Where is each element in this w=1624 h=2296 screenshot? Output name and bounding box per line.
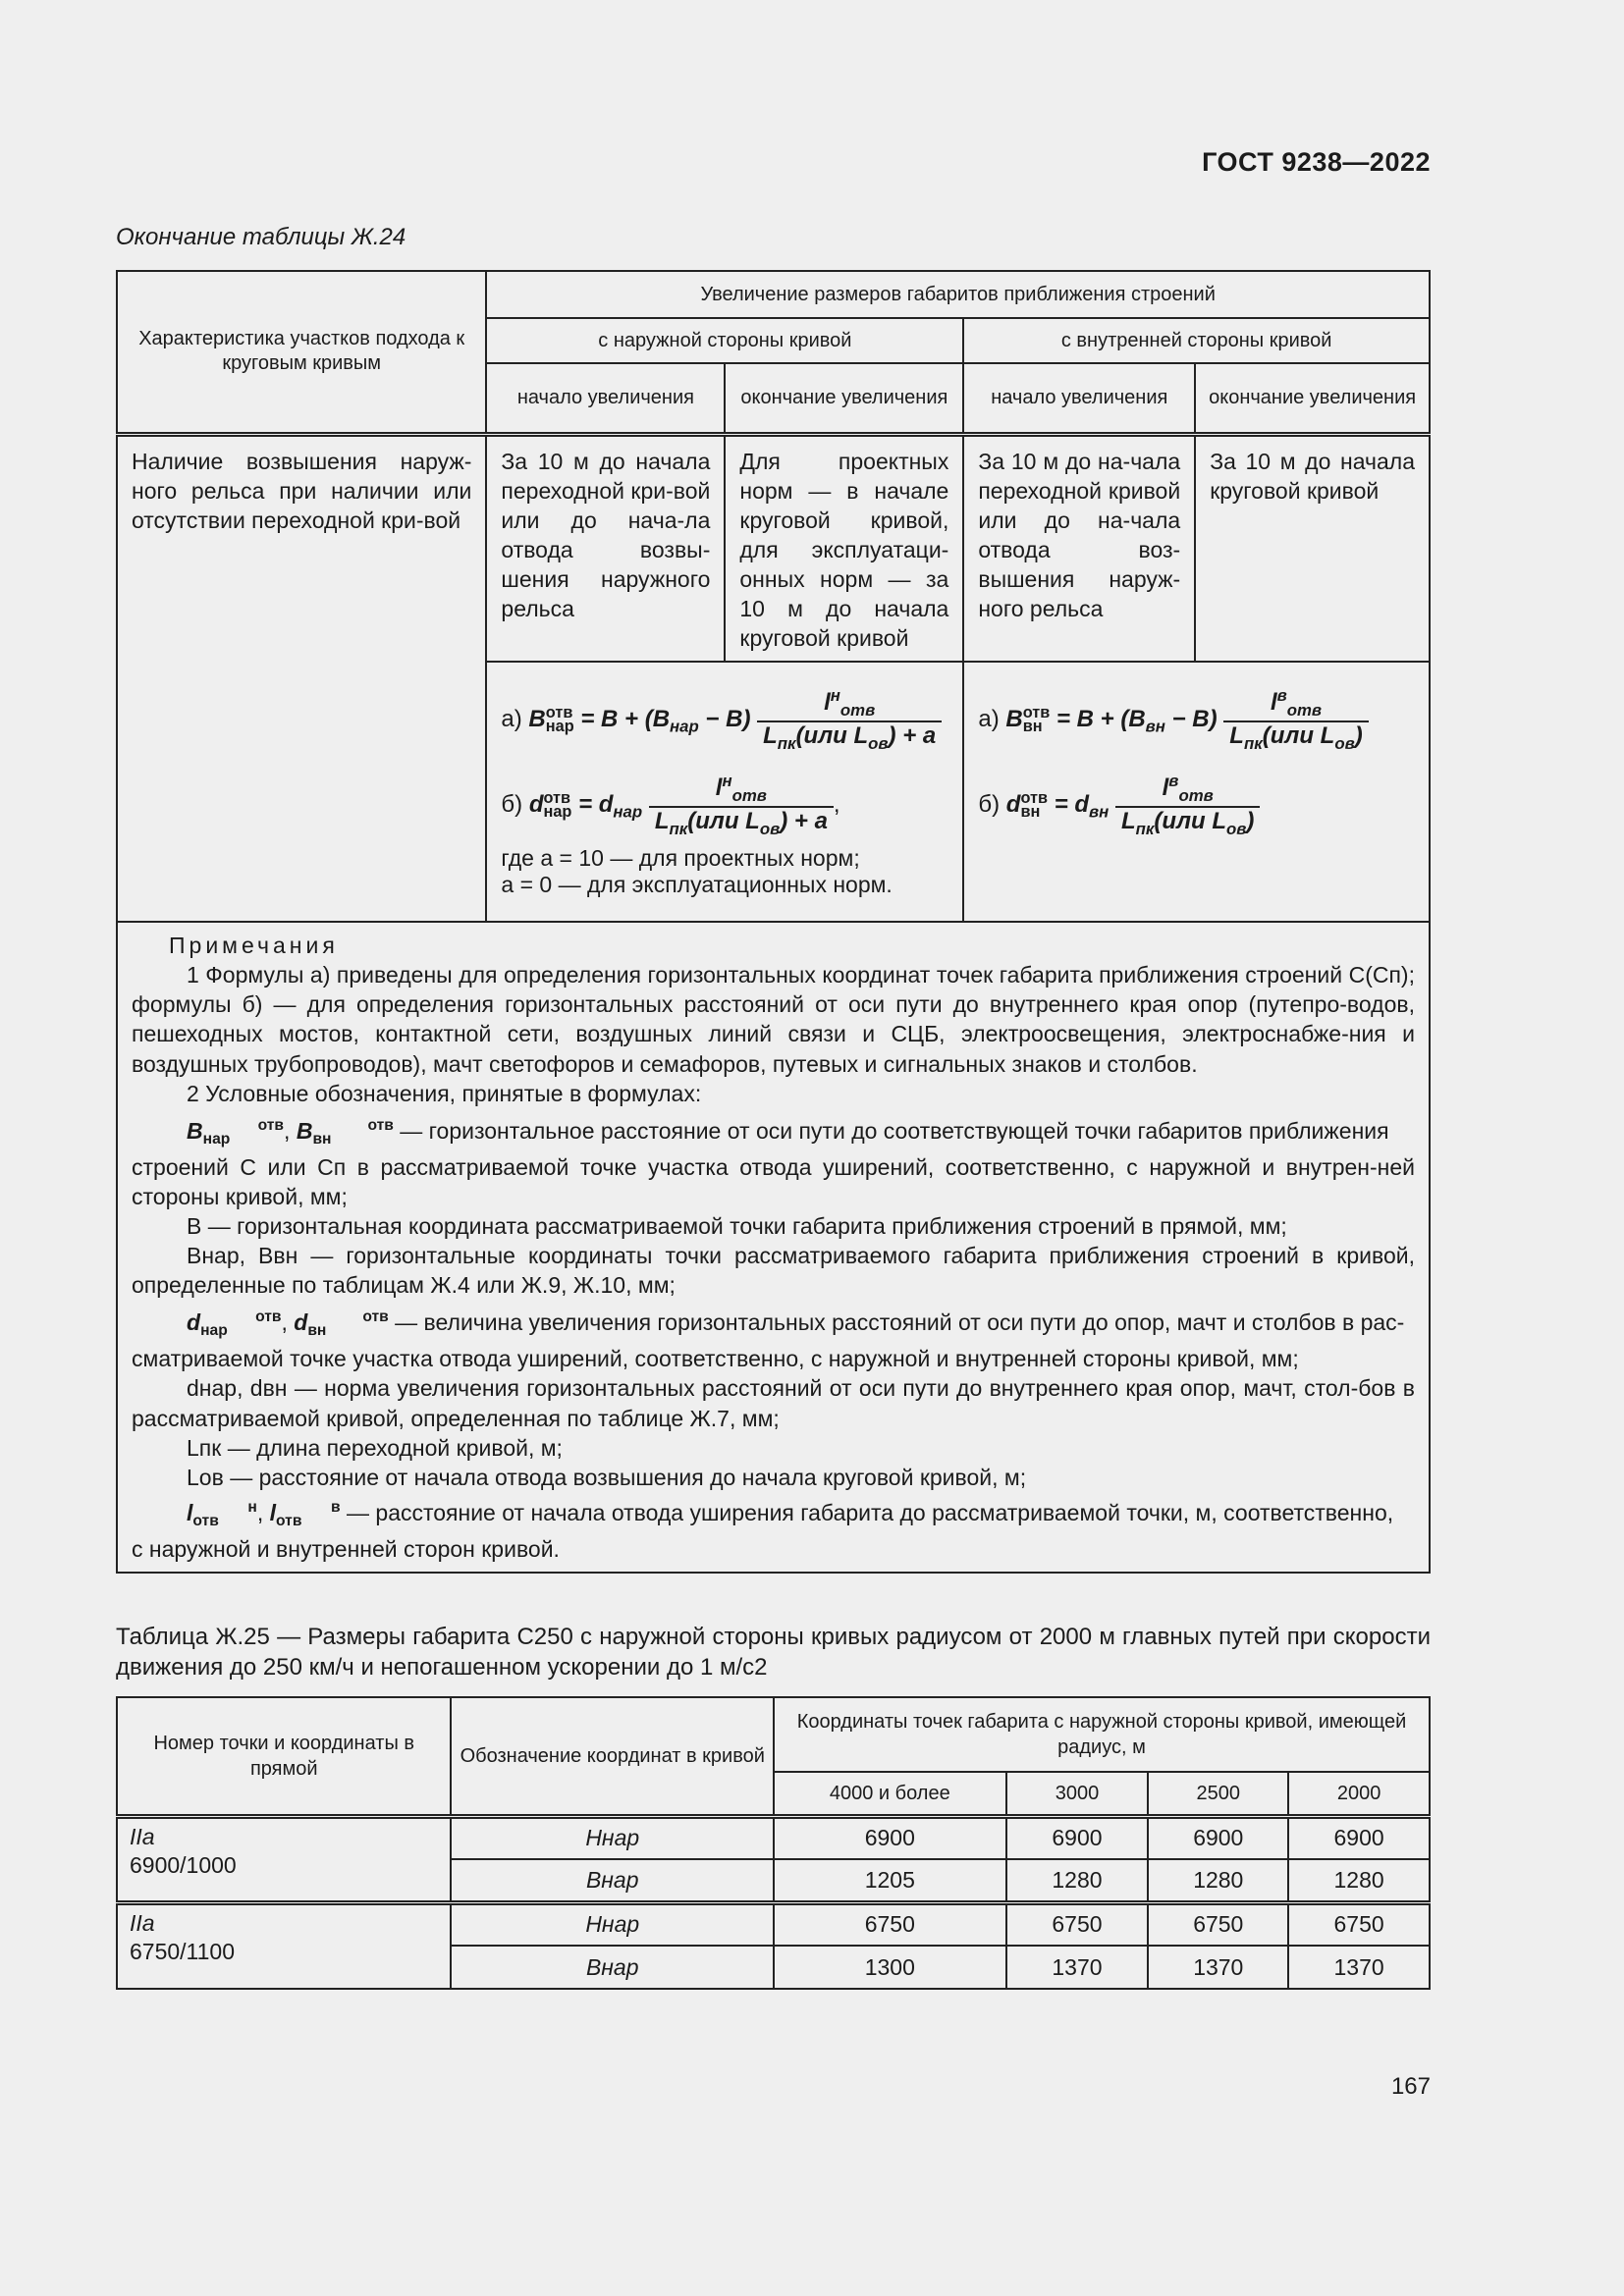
- col-header-radius-2500: 2500: [1148, 1772, 1288, 1816]
- col-header-inner-start: начало увеличения: [963, 363, 1195, 434]
- designation-cell: Hнар: [451, 1902, 774, 1946]
- note-def-d: d отв нар , d отв вн — величина увеличения горизонтальных расстояний от оси пути до опор, мачт и столбов в рас-: [187, 1308, 1405, 1340]
- notes-block: [117, 922, 1430, 1573]
- document-header: ГОСТ 9238—2022: [1202, 147, 1431, 177]
- col-header-radius-3000: 3000: [1006, 1772, 1149, 1816]
- col-header-inner-end: окончание увеличения: [1195, 363, 1430, 434]
- col-header-outer-start: начало увеличения: [486, 363, 725, 434]
- note-def-b-cont: строений C или Cп в рассматриваемой точке участка отвода уширений, соответственно, с наружной и внутрен-ней стороны кривой, мм;: [132, 1153, 1415, 1209]
- note-def-l: l н отв , l в отв — расстояние от начала отвода уширения габарита до рассматриваемой точки, м, соответственно,: [187, 1498, 1394, 1529]
- note-1: 1 Формулы а) приведены для определения горизонтальных координат точек габарита приближения строений C(Cп); формулы б) — для определения горизонтальных расстояний от оси пути до внутреннего края опор (путепро-водов, пешеходных мостов, контактной сети, воздушных линий связи и СЦБ, электроосвещения, электроснабже-ния и воздушных трубопроводов), мачт светофоров и семафоров, путевых и сигнальных знаков и столбов.: [132, 962, 1415, 1077]
- table-continuation-caption: Окончание таблицы Ж.24: [116, 224, 406, 250]
- designation-cell: Bнар: [451, 1946, 774, 1989]
- note-def-lpk: Lпк — длина переходной кривой, м;: [187, 1434, 563, 1461]
- cell-outer-end: Для проектных норм — в начале круговой кривой, для эксплуатаци-онных норм — за 10 м до начала круговой кривой: [725, 434, 963, 662]
- table-zh25-caption: Таблица Ж.25 — Размеры габарита C250 с наружной стороны кривых радиусом от 2000 м главных путей при скорости движения до 250 км/ч и непогашенном ускорении до 1 м/с2: [116, 1624, 1431, 1682]
- formula-b-inner: б) dотв вн = $d_{вн}$ $\frac{l^в_{отв}}{L_{пк}(или L_{ов})}$: [978, 772, 1415, 839]
- col-header-coords: Координаты точек габарита с наружной стороны кривой, имеющей радиус, м: [774, 1697, 1430, 1772]
- col-header-increase: Увеличение размеров габаритов приближения строений: [486, 271, 1430, 318]
- notes-title: Примечания: [169, 933, 339, 958]
- value-cell: 6900: [1288, 1816, 1430, 1859]
- formula-a-outer: а) Bотв нар = $B + (B_{нар} - B)$ $\frac{l^н_{отв}}{L_{пк}(или L_{ов}) + a}$: [501, 686, 948, 754]
- value-cell: 1370: [1288, 1946, 1430, 1989]
- col-header-outer: с наружной стороны кривой: [486, 318, 963, 363]
- value-cell: 1370: [1006, 1946, 1149, 1989]
- value-cell: 6750: [1148, 1902, 1288, 1946]
- note-def-b: B отв нар , B отв вн — горизонтальное расстояние от оси пути до соответствующей точки габаритов приближения: [187, 1116, 1389, 1148]
- value-cell: 1280: [1006, 1859, 1149, 1902]
- row-characteristic: Наличие возвышения наруж-ного рельса при наличии или отсутствии переходной кри-вой: [117, 434, 486, 922]
- formulas-inner: [963, 662, 1430, 922]
- cell-inner-start: За 10 м до на-чала переходной кривой или до на-чала отвода воз-вышения наруж-ного рельса: [963, 434, 1195, 662]
- col-header-point: Номер точки и координаты в прямой: [117, 1697, 451, 1816]
- value-cell: 6900: [1148, 1816, 1288, 1859]
- designation-cell: Hнар: [451, 1816, 774, 1859]
- value-cell: 1205: [774, 1859, 1006, 1902]
- value-cell: 6750: [1006, 1902, 1149, 1946]
- col-header-characteristic: Характеристика участков подхода к круговым кривым: [117, 271, 486, 434]
- formulas-outer: [486, 662, 963, 922]
- formula-where-2: a = 0 — для эксплуатационных норм.: [501, 872, 893, 898]
- value-cell: 1280: [1148, 1859, 1288, 1902]
- note-def-b-curve: Bнар, Bвн — горизонтальные координаты точки рассматриваемого габарита приближения строений в кривой, определенные по таблицам Ж.4 или Ж.9, Ж.10, мм;: [132, 1243, 1415, 1299]
- col-header-designation: Обозначение координат в кривой: [451, 1697, 774, 1816]
- note-def-lov: Lов — расстояние от начала отвода возвышения до начала круговой кривой, м;: [187, 1464, 1027, 1490]
- note-def-b-straight: B — горизонтальная координата рассматриваемой точки габарита приближения строений в прямой, мм;: [187, 1212, 1287, 1239]
- value-cell: 6750: [774, 1902, 1006, 1946]
- note-def-d-cont: сматриваемой точке участка отвода уширений, соответственно, с наружной и внутренней стороны кривой, мм;: [132, 1346, 1299, 1372]
- col-header-inner: с внутренней стороны кривой: [963, 318, 1430, 363]
- col-header-radius-4000: 4000 и более: [774, 1772, 1006, 1816]
- table-row-group-2-label: IIa 6750/1100: [117, 1902, 451, 1989]
- table-row-group-1-label: IIa 6900/1000: [117, 1816, 451, 1902]
- value-cell: 6900: [774, 1816, 1006, 1859]
- value-cell: 1370: [1148, 1946, 1288, 1989]
- col-header-radius-2000: 2000: [1288, 1772, 1430, 1816]
- note-2: 2 Условные обозначения, принятые в формулах:: [187, 1080, 702, 1106]
- formula-a-inner: а) Bотв вн = $B + (B_{вн} - B)$ $\frac{l^в_{отв}}{L_{пк}(или L_{ов})}$: [978, 686, 1415, 754]
- cell-inner-end: За 10 м до начала круговой кривой: [1195, 434, 1430, 662]
- value-cell: 1300: [774, 1946, 1006, 1989]
- col-header-outer-end: окончание увеличения: [725, 363, 963, 434]
- formula-where-1: где a = 10 — для проектных норм;: [501, 844, 860, 871]
- note-def-l-cont: с наружной и внутренней сторон кривой.: [132, 1535, 560, 1562]
- value-cell: 1280: [1288, 1859, 1430, 1902]
- table-zh25: [116, 1696, 1431, 1990]
- table-zh24: [116, 270, 1431, 1574]
- note-def-d-norm: dнар, dвн — норма увеличения горизонтальных расстояний от оси пути до внутреннего края опор, мачт, стол-бов в рассматриваемой кривой, определенная по таблице Ж.7, мм;: [132, 1375, 1415, 1431]
- designation-cell: Bнар: [451, 1859, 774, 1902]
- value-cell: 6750: [1288, 1902, 1430, 1946]
- formula-b-outer: б) dотв нар = $d_{нар}$ $\frac{l^н_{отв}}{L_{пк}(или L_{ов}) + a}$ ,: [501, 771, 840, 838]
- page-number: 167: [1390, 2073, 1431, 2100]
- cell-outer-start: За 10 м до начала переходной кри-вой или до нача-ла отвода возвы-шения наружного рельса: [486, 434, 725, 662]
- value-cell: 6900: [1006, 1816, 1149, 1859]
